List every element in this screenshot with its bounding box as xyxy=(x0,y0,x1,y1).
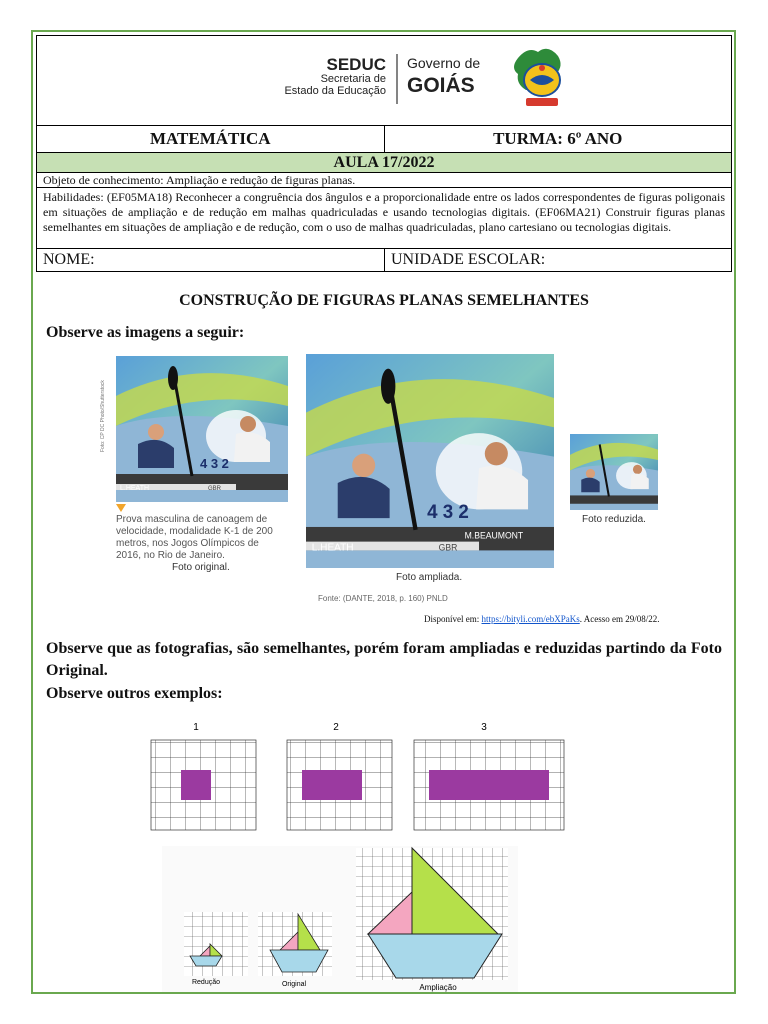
observe-instruction: Observe as imagens a seguir: xyxy=(46,324,245,341)
photo-source: Fonte: (DANTE, 2018, p. 160) PNLD xyxy=(318,594,448,603)
obs2-text-e: partindo da Foto Original. xyxy=(46,640,723,679)
photo-original-country: GBR xyxy=(208,486,222,492)
lesson-title: AULA 17/2022 xyxy=(333,154,435,171)
school-field[interactable]: UNIDADE ESCOLAR: xyxy=(384,249,731,271)
boat-label-reducao: Redução xyxy=(191,979,221,986)
document-header xyxy=(36,35,732,272)
photo-ampliada xyxy=(306,354,554,568)
label-ampliada: Foto ampliada. xyxy=(396,572,463,583)
logo-row xyxy=(37,36,731,126)
grid-3-rectangle xyxy=(429,770,549,800)
lesson-row xyxy=(37,153,731,173)
boat-ampliacao xyxy=(356,848,508,992)
grid-1-square xyxy=(181,770,211,800)
reference-line xyxy=(424,614,660,624)
grid-examples xyxy=(140,712,580,842)
boat-label-original: Original xyxy=(281,981,307,988)
goias-coat-of-arms-icon xyxy=(514,49,561,106)
photo-original-boat-nums: 4 3 2 xyxy=(200,456,229,471)
label-reduzida: Foto reduzida. xyxy=(582,514,646,525)
objective-row xyxy=(37,173,731,188)
grid-label-2: 2 xyxy=(333,722,339,733)
ref-link[interactable]: https://bityli.com/ebXPaKs xyxy=(481,614,580,624)
obs2-text-d: reduzidas xyxy=(535,640,602,657)
skills-text: Habilidades: (EF05MA18) Reconhecer a congruência dos ângulos e a proporcionalidade entre os lados correspondentes de figuras poligonais em situações de ampliação e de redução em malhas quadriculadas e usando tecnologias digitais. (EF06MA21) Construir figuras planas semelhantes em situações de ampliação e de redução, com o uso de malhas quadriculadas, plano cartesiano ou tecnologias digitais. xyxy=(43,190,725,234)
photo-credit: Foto: CP DC Photo/Shutterstock xyxy=(100,380,106,452)
name-field[interactable]: NOME: xyxy=(43,251,95,268)
photo-original-athlete1: L.HEATH xyxy=(120,485,150,492)
boat-reducao xyxy=(184,912,248,986)
seduc-goias-logo xyxy=(260,40,582,118)
photo-caption: Prova masculina de canoagem de velocidade, modalidade K-1 de 200 metros, nos Jogos Olímpicos de 2016, no Rio de Janeiro. xyxy=(116,514,273,561)
grid-label-3: 3 xyxy=(481,722,487,733)
grid-2 xyxy=(287,740,392,830)
objective-text: Objeto de conhecimento: Ampliação e redução de figuras planas. xyxy=(43,173,356,187)
logo-seduc-sub2: Estado da Educação xyxy=(284,85,386,97)
boat-original xyxy=(258,912,332,988)
obs2-text-b: ampliadas xyxy=(449,640,520,657)
skills-row xyxy=(37,188,731,249)
obs2-text-a: Observe que as fotografias, são semelhantes, porém foram xyxy=(46,640,450,657)
grid-label-1: 1 xyxy=(193,722,199,733)
caption-marker-icon xyxy=(116,504,126,512)
grid-2-rectangle xyxy=(302,770,362,800)
observe-examples: Observe outros exemplos: xyxy=(46,685,223,702)
photo-ampliada-boat-nums: 4 3 2 xyxy=(427,502,469,524)
subject-row xyxy=(37,126,731,153)
logo-goias-text: GOIÁS xyxy=(407,74,475,97)
name-row xyxy=(37,249,731,271)
photo-reduzida xyxy=(570,434,658,510)
label-original: Foto original. xyxy=(172,562,230,573)
section-title: CONSTRUÇÃO DE FIGURAS PLANAS SEMELHANTES xyxy=(179,292,589,309)
logo-seduc-sub1: Secretaria de xyxy=(320,73,386,85)
obs2-text-c: e xyxy=(519,640,536,657)
canoe-photos xyxy=(100,352,680,614)
boat-examples xyxy=(162,846,518,992)
grid-3 xyxy=(414,740,564,830)
similarity-paragraph xyxy=(46,638,722,682)
logo-seduc-text: SEDUC xyxy=(326,55,386,74)
photo-ampliada-athlete1: L.HEATH xyxy=(311,542,354,554)
grid-1 xyxy=(151,740,256,830)
boat-label-ampliacao: Ampliação xyxy=(419,983,457,992)
photo-ampliada-athlete2: M.BEAUMONT xyxy=(464,530,524,541)
subject-cell: MATEMÁTICA xyxy=(149,129,271,148)
photo-ampliada-country: GBR xyxy=(438,542,458,553)
ref-prefix: Disponível em: xyxy=(424,614,482,624)
photo-original xyxy=(116,356,288,502)
logo-gov-text: Governo de xyxy=(407,55,481,71)
class-cell: TURMA: 6º ANO xyxy=(384,126,732,152)
ref-suffix: . Acesso em 29/08/22. xyxy=(579,614,660,624)
